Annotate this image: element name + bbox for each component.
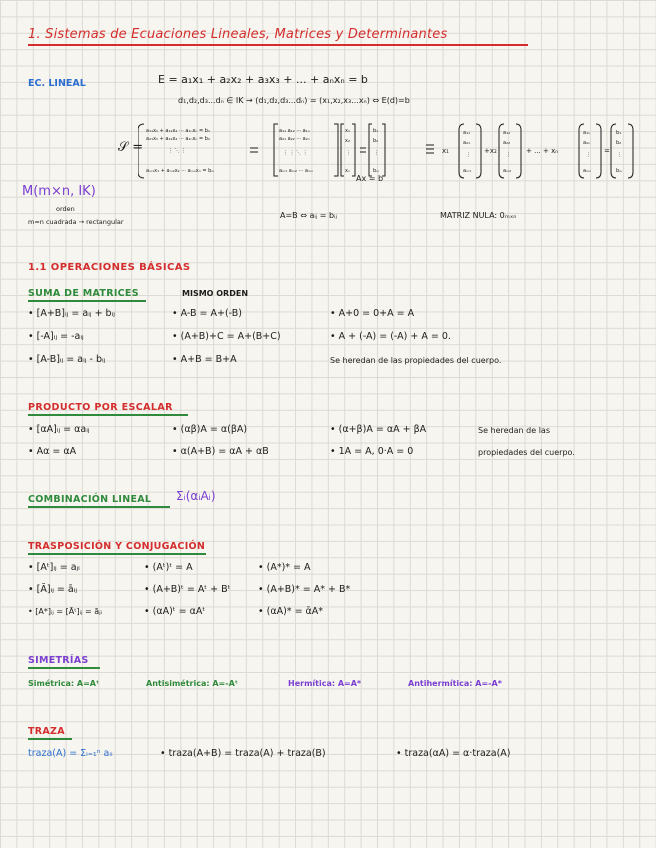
antisimetrica-def: Antisimétrica: A=-Aᵗ	[146, 679, 238, 688]
svg-text:b₁: b₁	[616, 130, 622, 136]
simetrias-heading: SIMETRÍAS	[28, 655, 89, 666]
svg-text:a₁₂: a₁₂	[503, 130, 511, 136]
svg-text:⋮: ⋮	[466, 152, 471, 158]
suma-heading: SUMA DE MATRICES	[28, 288, 139, 299]
escalar-note-line1: Se heredan de las	[478, 426, 550, 435]
page-title: 1. Sistemas de Ecuaciones Lineales, Matrices y Determinantes	[28, 27, 448, 42]
svg-text:⋮: ⋮	[617, 152, 622, 158]
svg-text:aₘ₁x₁ + aₘ₂x₂ ··· aₘₙxₙ = bₘ: aₘ₁x₁ + aₘ₂x₂ ··· aₘₙxₙ = bₘ	[146, 168, 215, 174]
traspo-col3-row2: • (A+B)* = A* + B*	[258, 584, 351, 595]
escalar-col1-row2: • Aα = αA	[28, 446, 77, 457]
system-symbol: 𝒮 =	[118, 140, 144, 155]
linear-equation: E = a₁x₁ + a₂x₂ + a₃x₃ + ... + aₙxₙ = b	[158, 73, 368, 86]
suma-col3-row1: • A+0 = 0+A = A	[330, 308, 415, 319]
traspo-col3-row3: • (αA)* = ᾱA*	[258, 606, 324, 617]
simetrias-underline	[28, 667, 100, 669]
svg-text:a₂₁ a₂₂ ··· a₂ₙ: a₂₁ a₂₂ ··· a₂ₙ	[279, 136, 310, 142]
svg-text:⋮: ⋮	[586, 152, 591, 158]
mismo-orden-label: MISMO ORDEN	[182, 289, 249, 298]
traza-prop-sum: • traza(A+B) = traza(A) + traza(B)	[160, 748, 326, 759]
svg-text:x₂: x₂	[345, 138, 350, 144]
combinacion-formula: Σᵢ(αᵢAᵢ)	[176, 489, 216, 503]
svg-text:⋮: ⋮	[506, 152, 511, 158]
combinacion-heading: COMBINACIÓN LINEAL	[28, 494, 152, 505]
hermitica-def: Hermítica: A=A*	[288, 679, 362, 688]
svg-text:=: =	[604, 147, 610, 155]
traspo-col2-row2: • (A+B)ᵗ = Aᵗ + Bᵗ	[144, 584, 231, 595]
svg-text:xₙ: xₙ	[345, 168, 350, 174]
escalar-col3-row1: • (α+β)A = αA + βA	[330, 424, 427, 435]
traspo-heading: TRASPOSICIÓN Y CONJUGACIÓN	[28, 541, 206, 552]
title-underline	[28, 44, 528, 46]
svg-text:bₘ: bₘ	[616, 168, 623, 174]
svg-text:a₂ₙ: a₂ₙ	[583, 140, 591, 146]
svg-text:x₁: x₁	[345, 128, 350, 134]
svg-text:⋮ ⋱ ⋮: ⋮ ⋱ ⋮	[168, 148, 187, 154]
suma-underline	[28, 300, 146, 302]
svg-text:aₘ₂: aₘ₂	[503, 168, 512, 174]
svg-text:+ ... + xₙ: + ... + xₙ	[526, 147, 559, 155]
simetrica-def: Simétrica: A=Aᵗ	[28, 679, 100, 688]
svg-text:bₘ: bₘ	[373, 168, 380, 174]
svg-text:x₁: x₁	[442, 147, 449, 155]
suma-herencia-note: Se heredan de las propiedades del cuerpo.	[330, 356, 502, 365]
suma-col2-row2: • (A+B)+C = A+(B+C)	[172, 331, 281, 342]
traspo-col3-row1: • (A*)* = A	[258, 562, 311, 573]
suma-col1-row1: • [A+B]ᵢⱼ = aᵢⱼ + bᵢⱼ	[28, 308, 115, 319]
svg-text:aₘ₁ aₘ₂ ··· aₘₙ: aₘ₁ aₘ₂ ··· aₘₙ	[279, 168, 314, 174]
traspo-col2-row1: • (Aᵗ)ᵗ = A	[144, 562, 193, 573]
svg-text:b₂: b₂	[616, 140, 622, 146]
svg-text:⋮ ⋮ ⋱ ⋮: ⋮ ⋮ ⋱ ⋮	[283, 150, 308, 156]
traza-heading: TRAZA	[28, 726, 65, 737]
system-matrices-drawing	[138, 122, 648, 180]
svg-text:⋮: ⋮	[374, 150, 379, 156]
svg-text:a₂₂: a₂₂	[503, 140, 511, 146]
svg-text:a₁₁x₁ + a₁₂x₂ ··· a₁ₙxₙ = b₁: a₁₁x₁ + a₁₂x₂ ··· a₁ₙxₙ = b₁	[146, 128, 210, 134]
traza-prop-scalar: • traza(αA) = α·traza(A)	[396, 748, 511, 759]
svg-text:a₁₁: a₁₁	[463, 130, 471, 136]
svg-text:aₘ₁: aₘ₁	[463, 168, 472, 174]
traspo-col1-row2: • [Ā]ᵢⱼ = āᵢⱼ	[28, 584, 78, 595]
traspo-col2-row3: • (αA)ᵗ = αAᵗ	[144, 606, 206, 617]
escalar-note-line2: propiedades del cuerpo.	[478, 448, 575, 457]
orden-label: orden	[56, 205, 75, 213]
combinacion-underline	[28, 506, 170, 508]
svg-text:a₂₁x₁ + a₂₂x₂ ··· a₂ₙxₙ = b₂: a₂₁x₁ + a₂₂x₂ ··· a₂ₙxₙ = b₂	[146, 136, 210, 142]
escalar-col2-row2: • α(A+B) = αA + αB	[172, 446, 269, 457]
traspo-col1-row1: • [Aᵗ]ᵢⱼ = aⱼᵢ	[28, 562, 80, 573]
suma-col3-row2: • A + (-A) = (-A) + A = 0.	[330, 331, 451, 342]
equality-note: A=B ⇔ aᵢⱼ = bᵢⱼ	[280, 211, 337, 220]
escalar-underline	[28, 414, 188, 416]
traza-definition: traza(A) = Σᵢ₌₁ⁿ aᵢᵢ	[28, 748, 113, 759]
svg-text:+x₂: +x₂	[484, 147, 497, 155]
antihermitica-def: Antihermítica: A=-A*	[408, 679, 502, 688]
svg-text:⋮: ⋮	[346, 150, 351, 156]
ec-lineal-label: EC. LINEAL	[28, 78, 86, 89]
traspo-underline	[28, 553, 206, 555]
suma-col1-row3: • [A-B]ᵢⱼ = aᵢⱼ - bᵢⱼ	[28, 354, 106, 365]
square-rect-note: m=n cuadrada → rectangular	[28, 218, 124, 226]
svg-text:a₂₁: a₂₁	[463, 140, 471, 146]
escalar-heading: PRODUCTO POR ESCALAR	[28, 402, 173, 413]
matrix-space-label: M(m×n, IK)	[22, 184, 96, 199]
svg-text:aₘₙ: aₘₙ	[583, 168, 592, 174]
escalar-col1-row1: • [αA]ᵢⱼ = αaᵢⱼ	[28, 424, 90, 435]
svg-text:a₁ₙ: a₁ₙ	[583, 130, 591, 136]
operaciones-heading: 1.1 OPERACIONES BÁSICAS	[28, 262, 191, 273]
suma-col2-row3: • A+B = B+A	[172, 354, 237, 365]
traza-underline	[28, 738, 72, 740]
null-matrix-note: MATRIZ NULA: 0ₘₓₙ	[440, 211, 517, 220]
traspo-col1-row3: • [A*]ᵢⱼ = [Āᵗ]ᵢⱼ = āⱼᵢ	[28, 607, 103, 616]
svg-text:b₂: b₂	[373, 138, 379, 144]
escalar-col2-row1: • (αβ)A = α(βA)	[172, 424, 248, 435]
suma-col2-row1: • A-B = A+(-B)	[172, 308, 242, 319]
axb-label: Ax = b	[356, 174, 384, 183]
svg-text:b₁: b₁	[373, 128, 379, 134]
escalar-col3-row2: • 1A = A, 0·A = 0	[330, 446, 414, 457]
solution-line: d₁,d₂,d₃...dₙ ∈ IK → (d₁,d₂,d₃...dₙ) = (x₁,x₂,x₃...xₙ) ⇔ E(d)=b	[178, 96, 410, 105]
suma-col1-row2: • [-A]ᵢⱼ = -aᵢⱼ	[28, 331, 84, 342]
svg-text:a₁₁ a₁₂ ··· a₁ₙ: a₁₁ a₁₂ ··· a₁ₙ	[279, 128, 310, 134]
